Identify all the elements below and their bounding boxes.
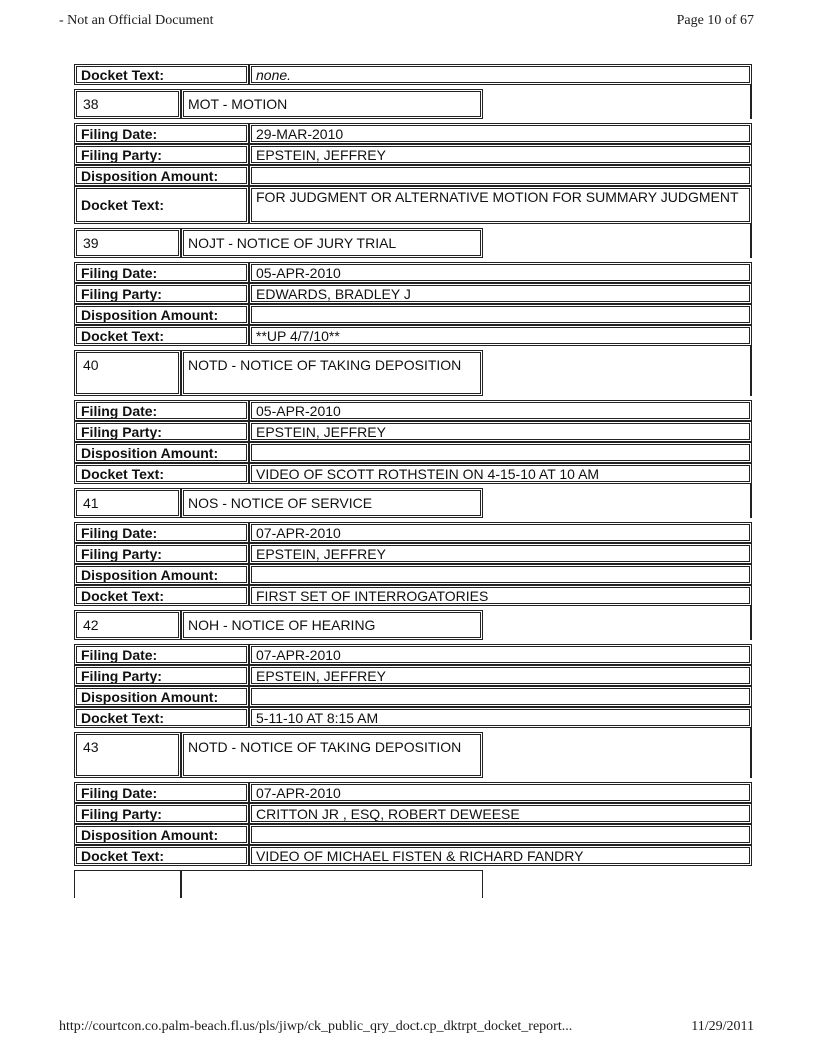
disposition-amount-row	[74, 564, 752, 585]
docket-text-row	[74, 707, 752, 728]
entry-type: NOJT - NOTICE OF JURY TRIAL	[181, 228, 483, 258]
docket-text-label: Docket Text:	[74, 707, 249, 728]
docket-text-value: VIDEO OF SCOTT ROTHSTEIN ON 4-15-10 AT 10 AM	[249, 463, 752, 484]
page-header-left: - Not an Official Document	[59, 13, 214, 28]
entry-header	[74, 228, 752, 258]
entry-header	[74, 488, 752, 518]
filing-date-row	[74, 522, 752, 543]
entry-type: NOTD - NOTICE OF TAKING DEPOSITION	[181, 732, 483, 778]
filing-date-label: Filing Date:	[74, 123, 249, 144]
entry-header	[74, 89, 752, 119]
table-border	[750, 224, 752, 258]
entry-header-partial	[74, 870, 752, 898]
entry-number: 43	[74, 732, 181, 778]
page-number: Page 10 of 67	[676, 13, 754, 28]
filing-party-row	[74, 421, 752, 442]
disposition-amount-label: Disposition Amount:	[74, 165, 249, 186]
disposition-amount-value	[249, 442, 752, 463]
docket-text-label: Docket Text:	[74, 64, 249, 85]
footer-url: http://courtcon.co.palm-beach.fl.us/pls/jiwp/ck_public_qry_doct.cp_dktrpt_docket_report...	[59, 1019, 573, 1034]
filing-party-label: Filing Party:	[74, 803, 249, 824]
entry-type: NOTD - NOTICE OF TAKING DEPOSITION	[181, 350, 483, 396]
filing-date-label: Filing Date:	[74, 782, 249, 803]
entry-number: 40	[74, 350, 181, 396]
entry-number-partial	[74, 870, 181, 898]
filing-date-row	[74, 400, 752, 421]
entry-header	[74, 350, 752, 396]
disposition-amount-value	[249, 686, 752, 707]
filing-date-row	[74, 644, 752, 665]
disposition-amount-row	[74, 165, 752, 186]
filing-party-value: EPSTEIN, JEFFREY	[249, 543, 752, 564]
disposition-amount-label: Disposition Amount:	[74, 564, 249, 585]
docket-text-value: VIDEO OF MICHAEL FISTEN & RICHARD FANDRY	[249, 845, 752, 866]
docket-text-value: 5-11-10 AT 8:15 AM	[249, 707, 752, 728]
docket-text-label: Docket Text:	[74, 845, 249, 866]
filing-party-label: Filing Party:	[74, 283, 249, 304]
filing-party-value: EPSTEIN, JEFFREY	[249, 665, 752, 686]
docket-text-value: FIRST SET OF INTERROGATORIES	[249, 585, 752, 606]
filing-party-row	[74, 543, 752, 564]
table-border	[750, 85, 752, 119]
filing-party-value: EDWARDS, BRADLEY J	[249, 283, 752, 304]
filing-party-row	[74, 803, 752, 824]
docket-text-label: Docket Text:	[74, 585, 249, 606]
docket-text-row	[74, 585, 752, 606]
table-border	[750, 346, 752, 396]
filing-date-value: 07-APR-2010	[249, 644, 752, 665]
disposition-amount-value	[249, 824, 752, 845]
filing-date-label: Filing Date:	[74, 400, 249, 421]
filing-party-row	[74, 283, 752, 304]
docket-table	[74, 64, 752, 898]
entry-type: NOS - NOTICE OF SERVICE	[181, 488, 483, 518]
table-border	[750, 606, 752, 640]
entry-header	[74, 732, 752, 778]
disposition-amount-value	[249, 165, 752, 186]
docket-text-value: **UP 4/7/10**	[249, 325, 752, 346]
docket-text-row	[74, 325, 752, 346]
entry-number: 42	[74, 610, 181, 640]
docket-text-value: none.	[249, 64, 752, 85]
filing-party-value: EPSTEIN, JEFFREY	[249, 421, 752, 442]
filing-date-value: 05-APR-2010	[249, 262, 752, 283]
docket-text-label: Docket Text:	[74, 186, 249, 224]
disposition-amount-row	[74, 442, 752, 463]
disposition-amount-label: Disposition Amount:	[74, 442, 249, 463]
disposition-amount-row	[74, 824, 752, 845]
entry-header	[74, 610, 752, 640]
docket-text-row	[74, 186, 752, 224]
disposition-amount-value	[249, 304, 752, 325]
footer-date: 11/29/2011	[691, 1019, 754, 1034]
disposition-amount-label: Disposition Amount:	[74, 686, 249, 707]
filing-party-label: Filing Party:	[74, 543, 249, 564]
filing-date-value: 29-MAR-2010	[249, 123, 752, 144]
entry-type-partial	[181, 870, 483, 898]
docket-text-value: FOR JUDGMENT OR ALTERNATIVE MOTION FOR SUMMARY JUDGMENT	[249, 186, 752, 224]
filing-party-label: Filing Party:	[74, 144, 249, 165]
entry-number: 39	[74, 228, 181, 258]
filing-date-row	[74, 262, 752, 283]
filing-party-value: CRITTON JR , ESQ, ROBERT DEWEESE	[249, 803, 752, 824]
docket-text-label: Docket Text:	[74, 325, 249, 346]
entry-type: MOT - MOTION	[181, 89, 483, 119]
entry-type: NOH - NOTICE OF HEARING	[181, 610, 483, 640]
filing-date-row	[74, 782, 752, 803]
table-border	[750, 728, 752, 778]
docket-text-row	[74, 463, 752, 484]
filing-date-value: 07-APR-2010	[249, 782, 752, 803]
filing-date-label: Filing Date:	[74, 644, 249, 665]
filing-party-row	[74, 665, 752, 686]
filing-party-label: Filing Party:	[74, 665, 249, 686]
docket-text-row	[74, 64, 752, 85]
docket-text-label: Docket Text:	[74, 463, 249, 484]
filing-party-value: EPSTEIN, JEFFREY	[249, 144, 752, 165]
disposition-amount-label: Disposition Amount:	[74, 824, 249, 845]
filing-date-value: 07-APR-2010	[249, 522, 752, 543]
disposition-amount-row	[74, 686, 752, 707]
disposition-amount-label: Disposition Amount:	[74, 304, 249, 325]
table-border	[750, 484, 752, 518]
page-footer	[59, 1019, 754, 1035]
disposition-amount-row	[74, 304, 752, 325]
disposition-amount-value	[249, 564, 752, 585]
filing-date-row	[74, 123, 752, 144]
entry-number: 41	[74, 488, 181, 518]
entry-number: 38	[74, 89, 181, 119]
docket-text-row	[74, 845, 752, 866]
filing-date-label: Filing Date:	[74, 262, 249, 283]
filing-date-value: 05-APR-2010	[249, 400, 752, 421]
filing-party-label: Filing Party:	[74, 421, 249, 442]
filing-date-label: Filing Date:	[74, 522, 249, 543]
filing-party-row	[74, 144, 752, 165]
